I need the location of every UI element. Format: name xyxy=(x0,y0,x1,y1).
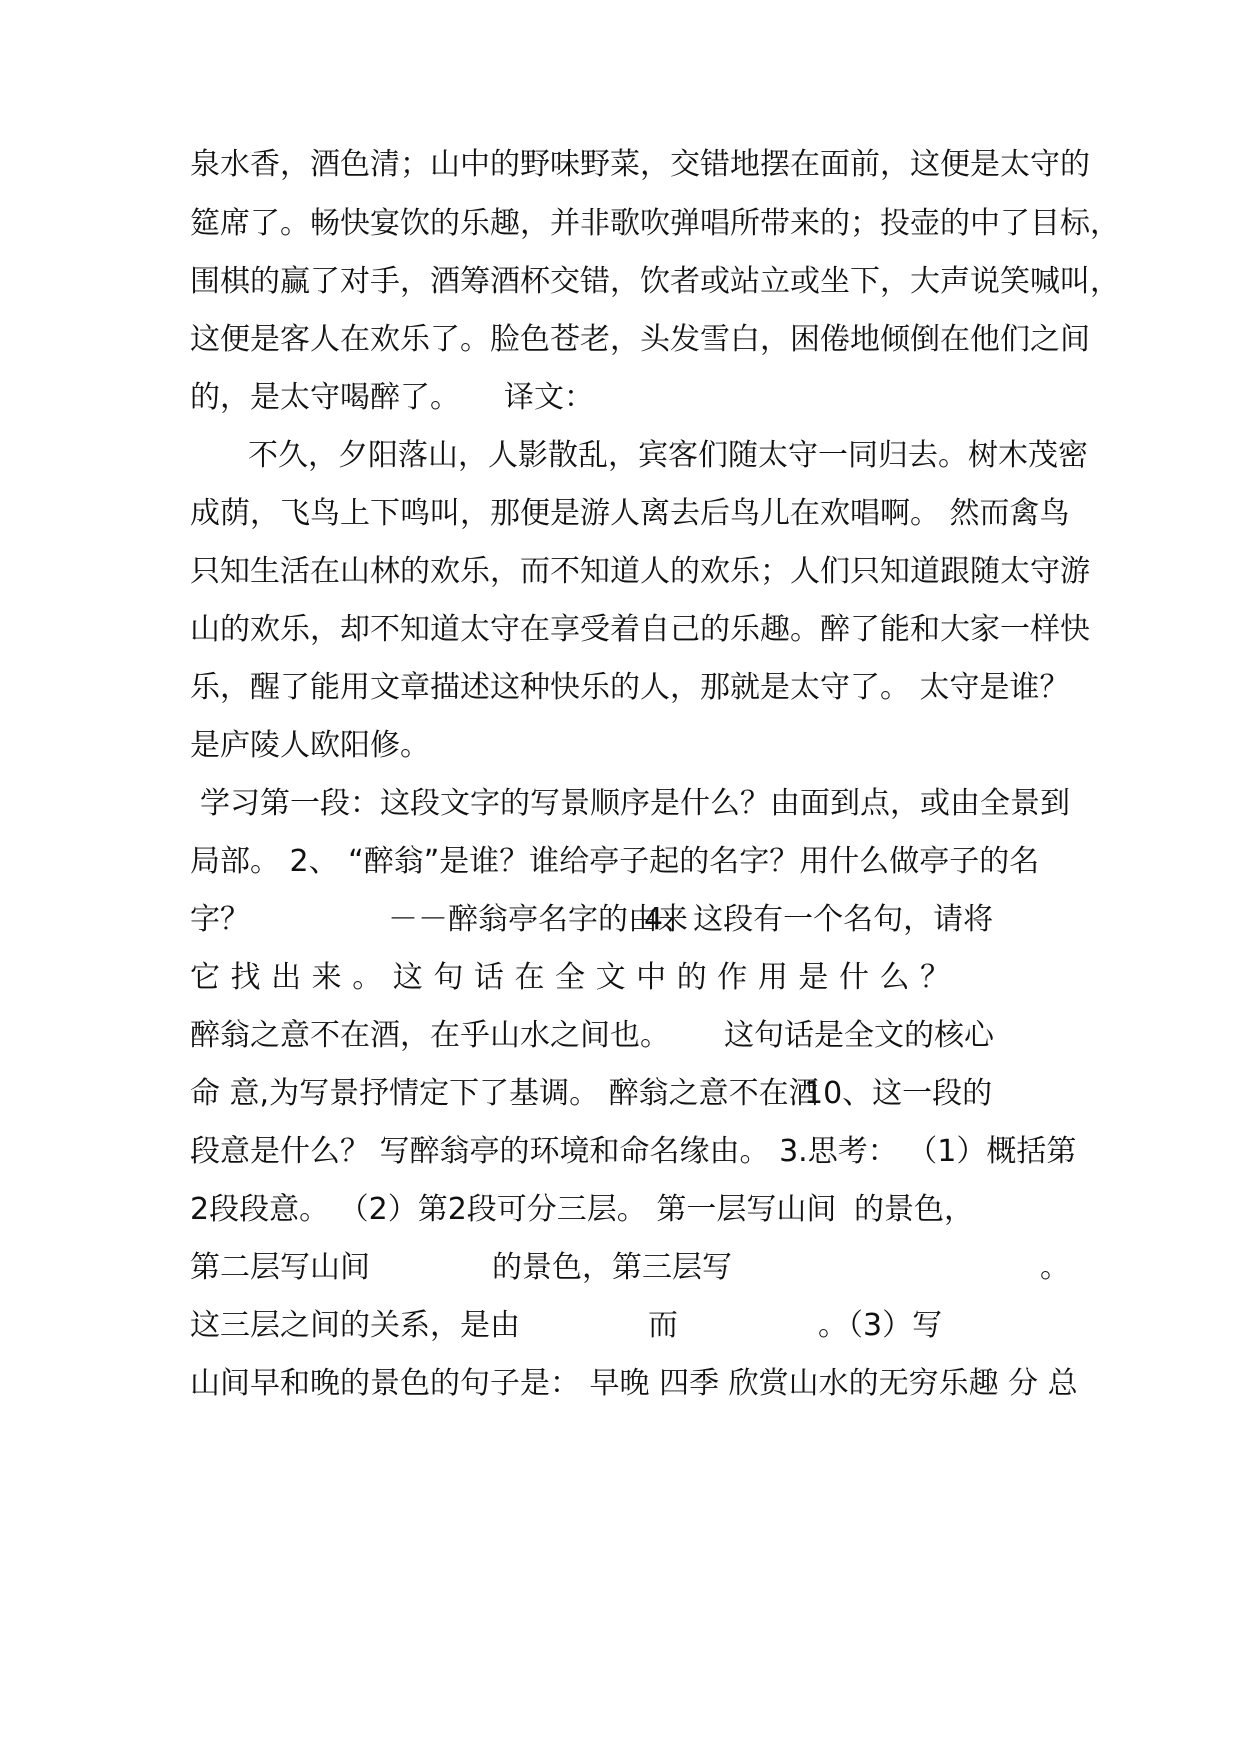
line-text: 成荫，飞鸟上下鸣叫，那便是游人离去后鸟儿在欢唱啊。 然而禽鸟 xyxy=(190,496,1070,531)
line-text: 段意是什么？ 写醉翁亭的环境和命名缘由。 3.思考： （1）概括第 xyxy=(190,1134,1077,1169)
line-text: 字？ xyxy=(190,902,250,937)
line-text: 2段段意。 （2）第2段可分三层。 第一层写山间 xyxy=(190,1192,837,1227)
line-text: 第二层写山间 xyxy=(190,1250,370,1285)
text-line xyxy=(248,436,1088,476)
text-line xyxy=(190,494,1070,534)
line-text: 醉翁之意不在酒，在乎山水之间也。 xyxy=(190,1018,670,1053)
text-line xyxy=(190,1074,993,1114)
line-text: 学习第一段：这段文字的写景顺序是什么？由面到点，或由全景到 xyxy=(200,786,1070,821)
text-line xyxy=(190,320,1090,360)
text-line xyxy=(190,204,1120,244)
line-text: 这句话是全文的核心 xyxy=(724,1018,994,1053)
line-text: 围棋的赢了对手，酒筹酒杯交错，饮者或站立或坐下，大声说笑喊叫， xyxy=(190,264,1120,299)
line-text: 的景色， xyxy=(854,1192,974,1227)
text-line xyxy=(190,1016,994,1056)
text-line xyxy=(190,145,1090,185)
line-text: 筵席了。畅快宴饮的乐趣，并非歌吹弹唱所带来的；投壶的中了目标， xyxy=(190,206,1120,241)
text-line xyxy=(190,958,961,998)
line-text: 的，是太守喝醉了。 xyxy=(190,380,460,415)
line-text: 这便是客人在欢乐了。脸色苍老，头发雪白，困倦地倾倒在他们之间 xyxy=(190,322,1090,357)
text-line xyxy=(190,610,1090,650)
line-text: 山的欢乐，却不知道太守在享受着自己的乐趣。醉了能和大家一样快 xyxy=(190,612,1090,647)
line-text: 这三层之间的关系，是由 xyxy=(190,1308,520,1343)
text-line xyxy=(190,552,1090,592)
text-line xyxy=(190,1248,1070,1288)
line-text: 不久，夕阳落山，人影散乱，宾客们随太守一同归去。树木茂密 xyxy=(248,438,1088,473)
line-text: 。 xyxy=(1040,1250,1070,1285)
line-text: 乐，醒了能用文章描述这种快乐的人，那就是太守了。 太守是谁？ xyxy=(190,670,1070,705)
line-text: 的景色， xyxy=(492,1250,612,1285)
translation-heading: 译文： xyxy=(504,380,594,415)
text-line xyxy=(190,900,994,940)
line-text: 是庐陵人欧阳修。 xyxy=(190,728,430,763)
line-text: 10、这一段的 xyxy=(804,1076,993,1111)
text-line xyxy=(190,842,1040,882)
text-line xyxy=(200,784,1070,824)
line-text: 泉水香，酒色清；山中的野味野菜，交错地摆在面前，这便是太守的 xyxy=(190,147,1090,182)
text-line xyxy=(190,1364,1078,1404)
line-text: 山间早和晚的景色的句子是： 早晚 四季 欣赏山水的无穷乐趣 分 总 xyxy=(190,1366,1078,1401)
line-text: 。（3）写 xyxy=(818,1308,943,1343)
text-line xyxy=(190,262,1120,302)
text-line xyxy=(190,668,1070,708)
line-text: 命 意,为写景抒情定下了基调。 醉翁之意不在酒 xyxy=(190,1076,819,1111)
line-text: 它找出来。这句话在全文中的作用是什么？ xyxy=(190,960,961,995)
line-text: 第三层写 xyxy=(612,1250,732,1285)
line-text: 而 xyxy=(648,1308,678,1343)
text-line xyxy=(190,1306,960,1346)
line-text: －－醉翁亭名字的由来 xyxy=(388,902,688,937)
text-line xyxy=(190,726,430,766)
line-text: 4、这段有一个名句，请将 xyxy=(644,902,994,937)
line-text: 只知生活在山林的欢乐，而不知道人的欢乐；人们只知道跟随太守游 xyxy=(190,554,1090,589)
text-line xyxy=(190,1190,974,1230)
text-line xyxy=(190,378,950,418)
text-line xyxy=(190,1132,1077,1172)
line-text: 局部。 2、 “醉翁”是谁？谁给亭子起的名字？用什么做亭子的名 xyxy=(190,844,1040,879)
